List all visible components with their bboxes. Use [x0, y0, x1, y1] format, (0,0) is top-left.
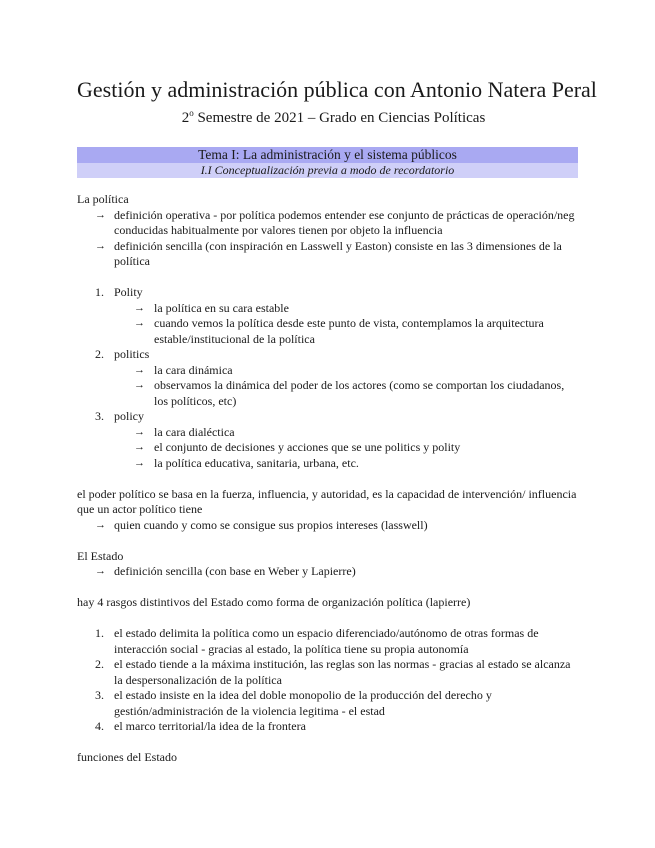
- list-number: 1.: [95, 626, 104, 640]
- dimension-label: politics: [114, 347, 150, 361]
- dimension-bullet-list: [114, 301, 577, 348]
- list-number: 4.: [95, 719, 104, 733]
- document-title: Gestión y administración pública con Antonio Natera Peral: [77, 77, 597, 102]
- list-number: 3.: [95, 688, 104, 702]
- dimension-bullet-list: [114, 425, 577, 472]
- bullet-item: → la cara dialéctica: [114, 425, 577, 441]
- bullet-item: → quien cuando y como se consigue sus propios intereses (lasswell): [77, 518, 577, 534]
- list-number: 3.: [95, 409, 104, 423]
- dimension-item-polity: [77, 285, 577, 347]
- section-heading-funciones: funciones del Estado: [77, 750, 177, 764]
- rasgo-text: el marco territorial/la idea de la frontera: [114, 719, 306, 733]
- list-number: 2.: [95, 347, 104, 361]
- bullet-item: → la política educativa, sanitaria, urbana, etc.: [114, 456, 577, 472]
- poder-bullet-list: [77, 518, 577, 534]
- rasgo-item: [77, 626, 577, 657]
- dimensions-list: [77, 285, 577, 471]
- section-heading-politica: La política: [77, 192, 129, 206]
- rasgo-item: [77, 719, 577, 735]
- rasgo-item: [77, 657, 577, 688]
- rasgo-text: el estado delimita la política como un espacio diferenciado/autónomo de otras formas de interacción social - gracias al estado, la política tiene su propia autonomía: [114, 626, 539, 656]
- bullet-item: → definición sencilla (con base en Weber y Lapierre): [77, 564, 577, 580]
- rasgos-list: [77, 626, 577, 735]
- semester-number: 2: [181, 110, 190, 126]
- rasgos-intro: hay 4 rasgos distintivos del Estado como forma de organización política (lapierre): [77, 595, 471, 609]
- rasgo-text: el estado tiende a la máxima institución, las reglas son las normas - gracias al estado se alcanza la despersonalización de la política: [114, 657, 571, 687]
- dimension-item-politics: [77, 347, 577, 409]
- bullet-item: → observamos la dinámica del poder de los actores (como se comportan los ciudadanos, los políticos, etc): [114, 378, 577, 409]
- politica-bullet-list: [77, 208, 577, 270]
- estado-bullet-list: [77, 564, 577, 580]
- bullet-item: → la cara dinámica: [114, 363, 577, 379]
- list-number: 1.: [95, 285, 104, 299]
- dimension-item-policy: [77, 409, 577, 471]
- dimension-label: policy: [114, 409, 144, 423]
- document-subtitle: [0, 104, 655, 127]
- dimension-label: Polity: [114, 285, 143, 299]
- topic-subtitle-band: I.I Conceptualización previa a modo de recordatorio: [77, 163, 578, 178]
- poder-paragraph: el poder político se basa en la fuerza, influencia, y autoridad, es la capacidad de intervención/ influencia que un actor político tiene: [77, 486, 577, 516]
- bullet-item: → la política en su cara estable: [114, 301, 577, 317]
- rasgo-item: [77, 688, 577, 719]
- topic-title-band: Tema I: La administración y el sistema públicos: [77, 147, 578, 163]
- dimension-bullet-list: [114, 363, 577, 410]
- section-heading-estado: El Estado: [77, 548, 124, 563]
- bullet-item: → definición sencilla (con inspiración en Lasswell y Easton) consiste en las 3 dimensiones de la política: [77, 239, 577, 270]
- semester-text: Semestre de 2021 – Grado en Ciencias Políticas: [193, 110, 486, 126]
- bullet-item: → el conjunto de decisiones y acciones que se une politics y polity: [114, 440, 577, 456]
- list-number: 2.: [95, 657, 104, 671]
- bullet-item: → cuando vemos la política desde este punto de vista, contemplamos la arquitectura estable/institucional de la política: [114, 316, 577, 347]
- rasgo-text: el estado insiste en la idea del doble monopolio de la producción del derecho y gestión/administración de la violencia legitima - el estad: [114, 688, 492, 718]
- bullet-item: → definición operativa - por política podemos entender ese conjunto de prácticas de operación/neg conducidas habitualmente por valores tienen por objeto la influencia: [77, 208, 577, 239]
- document-body: [77, 192, 577, 766]
- ordinal-indicator: o: [189, 108, 194, 118]
